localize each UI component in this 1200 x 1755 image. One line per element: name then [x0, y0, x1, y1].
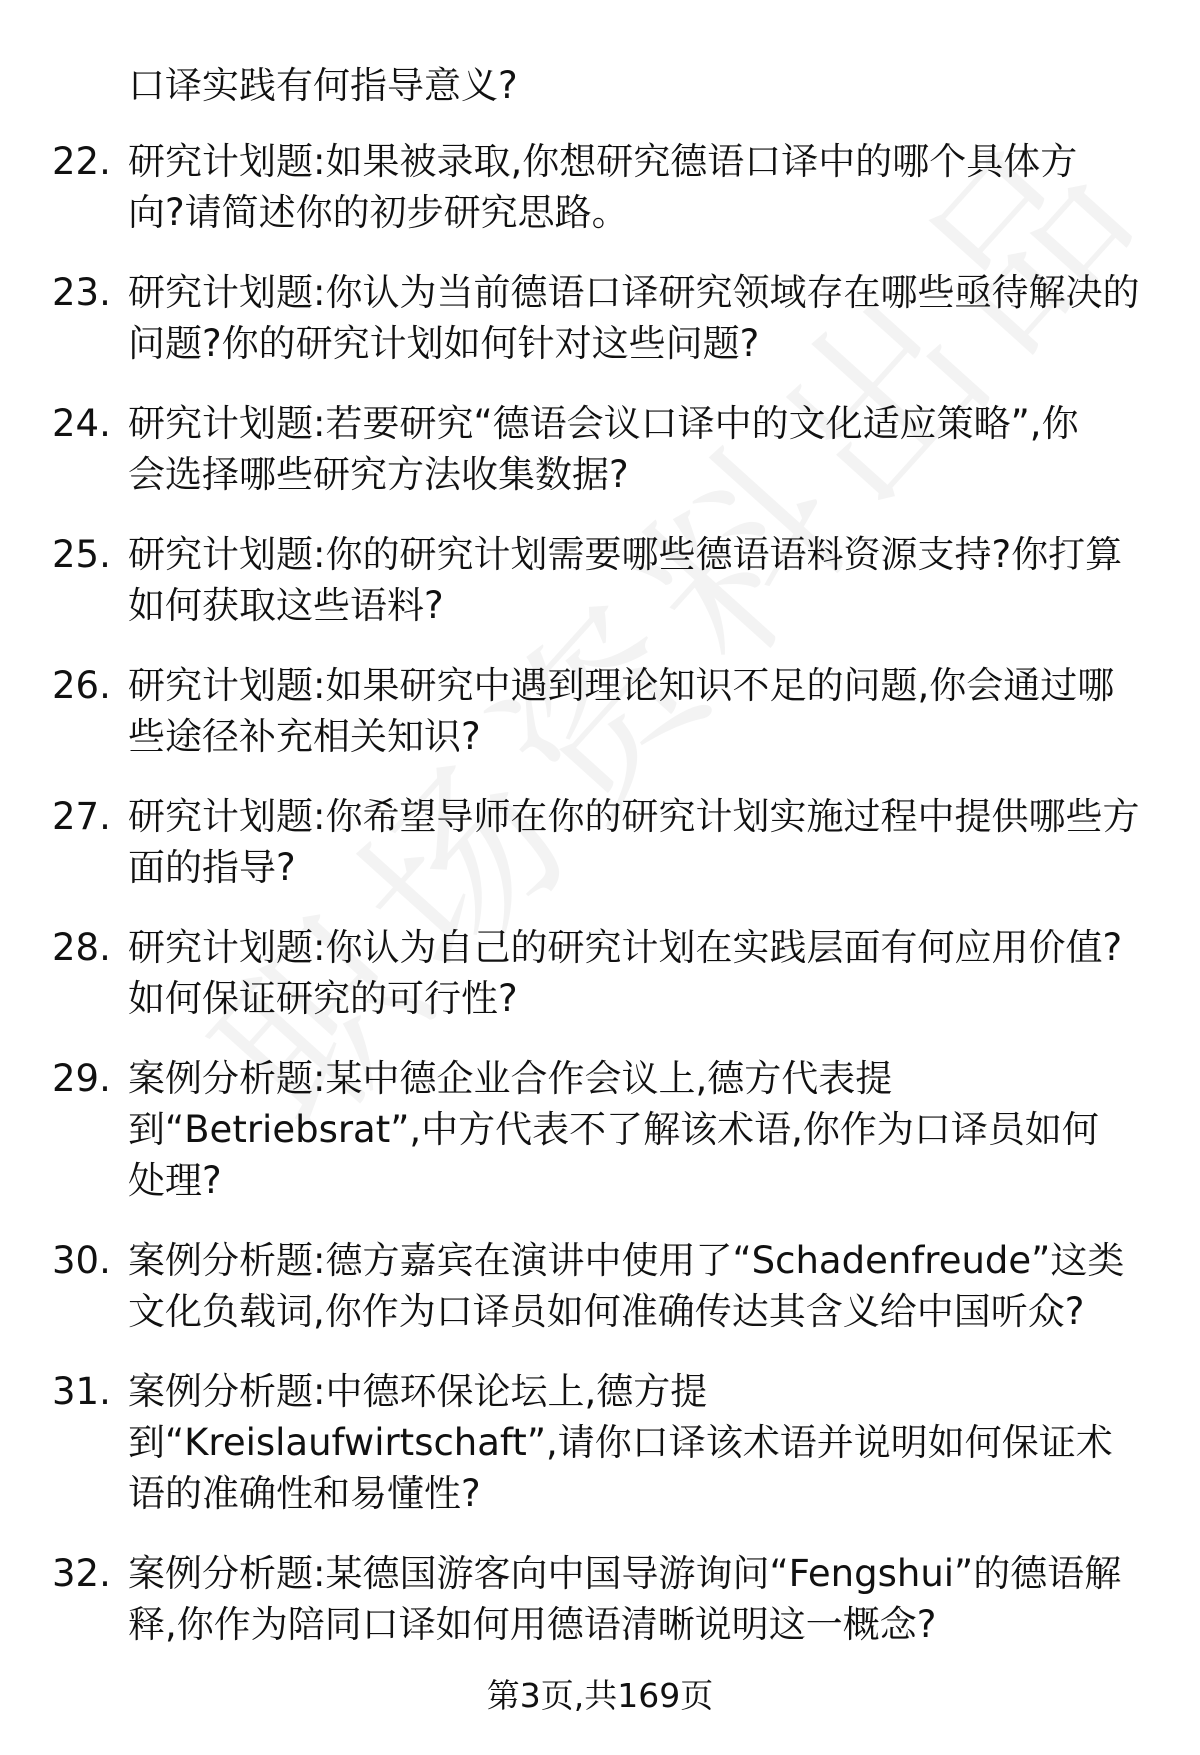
question-text-line: 如何保证研究的可行性? [128, 977, 518, 1020]
question-text-line: 研究计划题:若要研究“德语会议口译中的文化适应策略”,你 [128, 402, 1079, 445]
continuation-line: 口译实践有何指导意义? [128, 64, 518, 107]
question-text [128, 267, 1148, 369]
question-text-line: 如何获取这些语料? [128, 584, 444, 627]
question-item [0, 1548, 1200, 1650]
question-text [128, 529, 1148, 631]
question-text-line: 释,你作为陪同口译如何用德语清晰说明这一概念? [128, 1603, 937, 1646]
question-number: 27. [52, 795, 111, 838]
question-text-line: 面的指导? [128, 846, 296, 889]
question-text-line: 案例分析题:某德国游客向中国导游询问“Fengshui”的德语解 [128, 1552, 1122, 1595]
page-footer: 第3页,共169页 [486, 1676, 714, 1715]
question-text-line: 到“Betriebsrat”,中方代表不了解该术语,你作为口译员如何 [128, 1108, 1099, 1151]
question-text-line: 案例分析题:德方嘉宾在演讲中使用了“Schadenfreude”这类 [128, 1239, 1125, 1282]
question-item [0, 398, 1200, 500]
question-number: 24. [52, 402, 111, 445]
question-text-line: 研究计划题:你的研究计划需要哪些德语语料资源支持?你打算 [128, 533, 1123, 576]
question-text-line: 向?请简述你的初步研究思路。 [128, 191, 629, 234]
question-item [0, 529, 1200, 631]
question-text-line: 案例分析题:某中德企业合作会议上,德方代表提 [128, 1057, 893, 1100]
question-item [0, 267, 1200, 369]
question-text [128, 1366, 1148, 1519]
question-text [128, 1548, 1148, 1650]
question-text-line: 语的准确性和易懂性? [128, 1472, 481, 1515]
question-number: 25. [52, 533, 111, 576]
question-number: 26. [52, 664, 111, 707]
question-item [0, 136, 1200, 238]
question-text-line: 问题?你的研究计划如何针对这些问题? [128, 322, 760, 365]
question-text-line: 文化负载词,你作为口译员如何准确传达其含义给中国听众? [128, 1290, 1085, 1333]
question-item [0, 791, 1200, 893]
question-number: 32. [52, 1552, 111, 1595]
question-list [0, 136, 1200, 1679]
question-text-line: 研究计划题:你认为当前德语口译研究领域存在哪些亟待解决的 [128, 271, 1140, 314]
question-text-line: 研究计划题:你希望导师在你的研究计划实施过程中提供哪些方 [128, 795, 1140, 838]
question-number: 31. [52, 1370, 111, 1413]
question-item [0, 922, 1200, 1024]
question-text [128, 791, 1148, 893]
question-number: 22. [52, 140, 111, 183]
question-number: 30. [52, 1239, 111, 1282]
question-item [0, 1235, 1200, 1337]
question-text-line: 到“Kreislaufwirtschaft”,请你口译该术语并说明如何保证术 [128, 1421, 1113, 1464]
question-text [128, 1053, 1148, 1206]
question-text-line: 处理? [128, 1159, 222, 1202]
question-item [0, 1053, 1200, 1206]
question-number: 28. [52, 926, 111, 969]
question-number: 29. [52, 1057, 111, 1100]
question-item [0, 660, 1200, 762]
question-text-line: 会选择哪些研究方法收集数据? [128, 453, 629, 496]
question-text-line: 案例分析题:中德环保论坛上,德方提 [128, 1370, 708, 1413]
question-text [128, 398, 1148, 500]
question-text [128, 660, 1148, 762]
question-text-line: 研究计划题:如果被录取,你想研究德语口译中的哪个具体方 [128, 140, 1078, 183]
question-text-line: 些途径补充相关知识? [128, 715, 481, 758]
question-text [128, 922, 1148, 1024]
question-text [128, 1235, 1148, 1337]
question-text [128, 136, 1148, 238]
question-item [0, 1366, 1200, 1519]
question-text-line: 研究计划题:如果研究中遇到理论知识不足的问题,你会通过哪 [128, 664, 1115, 707]
question-text-line: 研究计划题:你认为自己的研究计划在实践层面有何应用价值? [128, 926, 1123, 969]
question-number: 23. [52, 271, 111, 314]
